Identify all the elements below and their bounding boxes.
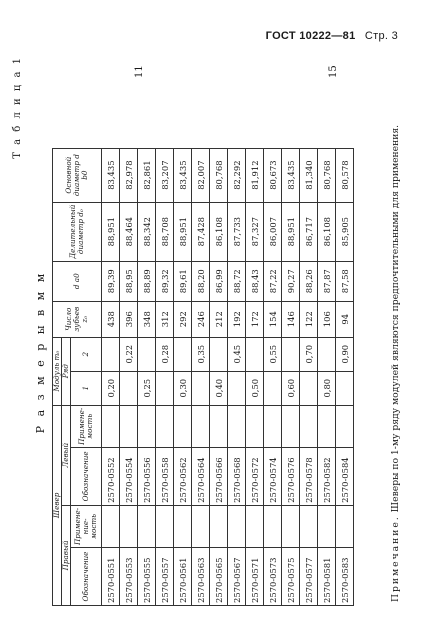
header-right: Правый xyxy=(62,505,71,605)
table-caption: Т а б л и ц а 1 xyxy=(12,56,23,159)
page-header xyxy=(260,30,398,42)
cell-module-row1 xyxy=(336,371,354,405)
table-row xyxy=(120,148,138,605)
cell-da: 88,95 xyxy=(120,261,138,301)
cell-module-row2 xyxy=(318,337,336,371)
cell-teeth: 312 xyxy=(156,301,174,337)
cell-left-designation: 2570-0564 xyxy=(192,447,210,505)
header-shaver: Шевер xyxy=(53,405,62,605)
cell-base-diameter: 82,007 xyxy=(192,148,210,202)
cell-teeth: 154 xyxy=(264,301,282,337)
cell-right-applicability xyxy=(120,505,138,547)
table-row xyxy=(336,148,354,605)
cell-right-applicability xyxy=(228,505,246,547)
cell-pitch-diameter: 87,733 xyxy=(228,202,246,261)
cell-module-row2: 0,28 xyxy=(156,337,174,371)
header-right-designation: Обозначение xyxy=(71,548,102,606)
cell-module-row1: 0,30 xyxy=(174,371,192,405)
cell-right-applicability xyxy=(318,505,336,547)
cell-right-designation: 2570-0565 xyxy=(210,548,228,606)
cell-da: 88,20 xyxy=(192,261,210,301)
cell-da: 88,43 xyxy=(246,261,264,301)
cell-right-applicability xyxy=(282,505,300,547)
cell-pitch-diameter: 88,708 xyxy=(156,202,174,261)
cell-right-applicability xyxy=(138,505,156,547)
cell-teeth: 192 xyxy=(228,301,246,337)
cell-pitch-diameter: 87,428 xyxy=(192,202,210,261)
b-value-1: 11 xyxy=(134,65,145,78)
cell-module-row1 xyxy=(156,371,174,405)
cell-left-applicability xyxy=(156,405,174,447)
b-value-2: 15 xyxy=(328,65,339,78)
cell-left-designation: 2570-0576 xyxy=(282,447,300,505)
cell-right-designation: 2570-0571 xyxy=(246,548,264,606)
cell-right-applicability xyxy=(156,505,174,547)
cell-right-designation: 2570-0581 xyxy=(318,548,336,606)
cell-pitch-diameter: 86,717 xyxy=(300,202,318,261)
cell-right-designation: 2570-0553 xyxy=(120,548,138,606)
header-left-applicability: Примене-мость xyxy=(71,405,102,447)
cell-teeth: 94 xyxy=(336,301,354,337)
rotated-table-block xyxy=(8,52,418,612)
cell-module-row2 xyxy=(210,337,228,371)
cell-module-row1 xyxy=(120,371,138,405)
cell-teeth: 106 xyxy=(318,301,336,337)
cell-base-diameter: 82,861 xyxy=(138,148,156,202)
page-number: Стр. 3 xyxy=(364,30,398,42)
cell-teeth: 396 xyxy=(120,301,138,337)
cell-left-designation: 2570-0582 xyxy=(318,447,336,505)
cell-right-designation: 2570-0561 xyxy=(174,548,192,606)
header-teeth: Число зубьев z₀ xyxy=(53,301,102,337)
cell-base-diameter: 81,912 xyxy=(246,148,264,202)
cell-module-row2: 0,45 xyxy=(228,337,246,371)
cell-left-designation: 2570-0562 xyxy=(174,447,192,505)
cell-module-row1: 0,20 xyxy=(102,371,120,405)
cell-left-applicability xyxy=(228,405,246,447)
table-row xyxy=(192,148,210,605)
cell-module-row1: 0,60 xyxy=(282,371,300,405)
cell-left-designation: 2570-0584 xyxy=(336,447,354,505)
cell-teeth: 246 xyxy=(192,301,210,337)
cell-right-designation: 2570-0557 xyxy=(156,548,174,606)
dimensions-table xyxy=(52,148,354,606)
header-left: Левый xyxy=(62,405,71,505)
table-row xyxy=(102,148,120,605)
footnote xyxy=(390,125,401,602)
cell-module-row1: 0,40 xyxy=(210,371,228,405)
cell-base-diameter: 80,768 xyxy=(318,148,336,202)
cell-right-designation: 2570-0583 xyxy=(336,548,354,606)
header-da: d a0 xyxy=(53,261,102,301)
cell-module-row2: 0,90 xyxy=(336,337,354,371)
cell-pitch-diameter: 85,905 xyxy=(336,202,354,261)
cell-right-designation: 2570-0567 xyxy=(228,548,246,606)
cell-module-row2: 0,35 xyxy=(192,337,210,371)
cell-module-row1: 0,80 xyxy=(318,371,336,405)
cell-da: 89,39 xyxy=(102,261,120,301)
cell-base-diameter: 82,292 xyxy=(228,148,246,202)
cell-module-row2 xyxy=(246,337,264,371)
cell-module-row2: 0,70 xyxy=(300,337,318,371)
cell-teeth: 146 xyxy=(282,301,300,337)
cell-right-designation: 2570-0555 xyxy=(138,548,156,606)
cell-base-diameter: 83,435 xyxy=(174,148,192,202)
cell-right-applicability xyxy=(174,505,192,547)
cell-left-designation: 2570-0572 xyxy=(246,447,264,505)
footnote-label: Примечание. xyxy=(390,515,401,602)
table-row xyxy=(156,148,174,605)
cell-right-applicability xyxy=(300,505,318,547)
cell-pitch-diameter: 88,464 xyxy=(120,202,138,261)
cell-right-designation: 2570-0563 xyxy=(192,548,210,606)
cell-left-applicability xyxy=(210,405,228,447)
cell-teeth: 348 xyxy=(138,301,156,337)
cell-base-diameter: 83,435 xyxy=(282,148,300,202)
cell-module-row2: 0,22 xyxy=(120,337,138,371)
cell-da: 87,58 xyxy=(336,261,354,301)
cell-da: 88,89 xyxy=(138,261,156,301)
header-row-2: 2 xyxy=(71,337,102,371)
cell-pitch-diameter: 88,342 xyxy=(138,202,156,261)
cell-module-row1: 0,25 xyxy=(138,371,156,405)
cell-left-applicability xyxy=(138,405,156,447)
cell-left-applicability xyxy=(264,405,282,447)
cell-base-diameter: 83,435 xyxy=(102,148,120,202)
cell-left-applicability xyxy=(336,405,354,447)
cell-da: 88,72 xyxy=(228,261,246,301)
cell-left-applicability xyxy=(174,405,192,447)
table-row xyxy=(228,148,246,605)
table-body xyxy=(102,148,354,605)
cell-right-applicability xyxy=(264,505,282,547)
cell-right-designation: 2570-0573 xyxy=(264,548,282,606)
cell-left-designation: 2570-0554 xyxy=(120,447,138,505)
cell-pitch-diameter: 86,108 xyxy=(210,202,228,261)
cell-base-diameter: 80,768 xyxy=(210,148,228,202)
cell-teeth: 122 xyxy=(300,301,318,337)
cell-left-applicability xyxy=(318,405,336,447)
cell-left-designation: 2570-0552 xyxy=(102,447,120,505)
cell-module-row1 xyxy=(300,371,318,405)
cell-base-diameter: 83,207 xyxy=(156,148,174,202)
header-base-diameter: Основной диаметр d b0 xyxy=(53,148,102,202)
cell-right-applicability xyxy=(246,505,264,547)
cell-left-designation: 2570-0568 xyxy=(228,447,246,505)
cell-module-row1 xyxy=(264,371,282,405)
cell-pitch-diameter: 86,108 xyxy=(318,202,336,261)
cell-left-applicability xyxy=(246,405,264,447)
cell-left-designation: 2570-0566 xyxy=(210,447,228,505)
cell-pitch-diameter: 88,951 xyxy=(282,202,300,261)
cell-base-diameter: 82,978 xyxy=(120,148,138,202)
cell-base-diameter: 81,340 xyxy=(300,148,318,202)
cell-right-applicability xyxy=(210,505,228,547)
table-row xyxy=(318,148,336,605)
cell-teeth: 292 xyxy=(174,301,192,337)
cell-teeth: 212 xyxy=(210,301,228,337)
cell-da: 88,26 xyxy=(300,261,318,301)
header-right-applicability: Примене-ние-мость xyxy=(71,505,102,547)
standard-number: ГОСТ 10222—81 xyxy=(265,30,356,42)
cell-right-designation: 2570-0577 xyxy=(300,548,318,606)
cell-left-applicability xyxy=(282,405,300,447)
table-row xyxy=(300,148,318,605)
cell-module-row1 xyxy=(228,371,246,405)
table-row xyxy=(174,148,192,605)
cell-module-row1: 0,50 xyxy=(246,371,264,405)
cell-module-row2 xyxy=(138,337,156,371)
table-row xyxy=(246,148,264,605)
cell-right-applicability xyxy=(336,505,354,547)
cell-da: 90,27 xyxy=(282,261,300,301)
table-row xyxy=(138,148,156,605)
cell-left-designation: 2570-0556 xyxy=(138,447,156,505)
cell-pitch-diameter: 88,951 xyxy=(174,202,192,261)
table-row xyxy=(264,148,282,605)
cell-da: 89,61 xyxy=(174,261,192,301)
header-row: Ряд xyxy=(62,337,71,405)
cell-module-row1 xyxy=(192,371,210,405)
cell-module-row2: 0,55 xyxy=(264,337,282,371)
cell-da: 87,22 xyxy=(264,261,282,301)
cell-module-row2 xyxy=(282,337,300,371)
cell-right-applicability xyxy=(192,505,210,547)
cell-right-designation: 2570-0551 xyxy=(102,548,120,606)
cell-left-designation: 2570-0558 xyxy=(156,447,174,505)
header-pitch-diameter: Делительный диаметр d₀ xyxy=(53,202,102,261)
cell-left-designation: 2570-0578 xyxy=(300,447,318,505)
cell-left-applicability xyxy=(102,405,120,447)
header-left-designation: Обозначение xyxy=(71,447,102,505)
footnote-text: Шеверы по 1-му ряду модулей являются предпочтительными для применения. xyxy=(390,124,401,513)
table-title: Р а з м е р ы в м м xyxy=(34,270,47,434)
cell-base-diameter: 80,673 xyxy=(264,148,282,202)
cell-right-applicability xyxy=(102,505,120,547)
cell-base-diameter: 80,578 xyxy=(336,148,354,202)
header-row-1: 1 xyxy=(71,371,102,405)
cell-teeth: 172 xyxy=(246,301,264,337)
cell-da: 86,99 xyxy=(210,261,228,301)
table-row xyxy=(282,148,300,605)
cell-module-row2 xyxy=(102,337,120,371)
cell-pitch-diameter: 87,327 xyxy=(246,202,264,261)
cell-right-designation: 2570-0575 xyxy=(282,548,300,606)
table-row xyxy=(210,148,228,605)
cell-left-applicability xyxy=(192,405,210,447)
cell-pitch-diameter: 88,951 xyxy=(102,202,120,261)
cell-left-applicability xyxy=(300,405,318,447)
cell-da: 87,87 xyxy=(318,261,336,301)
header-module: Модуль m₀ xyxy=(53,337,62,405)
cell-left-applicability xyxy=(120,405,138,447)
cell-pitch-diameter: 86,007 xyxy=(264,202,282,261)
cell-da: 89,32 xyxy=(156,261,174,301)
cell-teeth: 438 xyxy=(102,301,120,337)
cell-left-designation: 2570-0574 xyxy=(264,447,282,505)
cell-module-row2 xyxy=(174,337,192,371)
